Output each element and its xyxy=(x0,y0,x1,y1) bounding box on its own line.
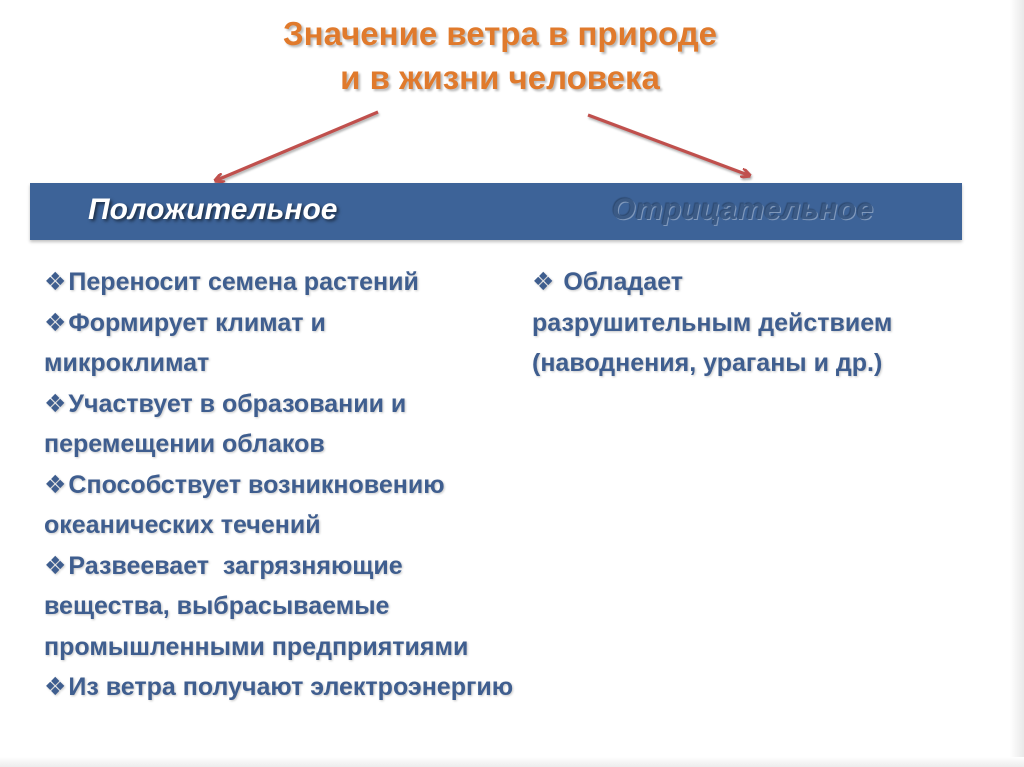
diamond-bullet-icon: ❖ xyxy=(44,470,67,499)
diamond-bullet-icon: ❖ xyxy=(44,551,67,580)
list-item xyxy=(44,465,624,546)
list-item-text: перемещении облаков xyxy=(44,430,325,458)
arrow-left xyxy=(217,112,378,180)
negative-list xyxy=(532,262,972,384)
diamond-bullet-icon: ❖ xyxy=(532,268,555,296)
list-item-text: Способствует возникновению xyxy=(68,470,445,499)
list-item-text: промышленными предприятиями xyxy=(44,632,469,661)
slide-title xyxy=(0,12,1000,100)
diamond-bullet-icon: ❖ xyxy=(44,389,67,418)
diamond-bullet-icon: ❖ xyxy=(44,308,67,337)
slide-bottom-shadow xyxy=(0,757,1024,767)
list-item xyxy=(44,667,624,708)
list-item-text: (наводнения, ураганы и др.) xyxy=(532,349,883,377)
list-item-text: Развеевает загрязняющие xyxy=(68,551,403,580)
title-line-1: Значение ветра в природе xyxy=(282,15,717,52)
slide-edge-shadow xyxy=(1010,0,1024,767)
header-band xyxy=(30,183,962,240)
list-item-text: Обладает xyxy=(556,268,684,296)
list-item-text: Участвует в образовании и xyxy=(68,389,407,418)
list-item-text: Формирует климат и xyxy=(68,308,326,337)
list-item-text: океанических течений xyxy=(44,511,321,539)
diamond-bullet-icon: ❖ xyxy=(44,673,67,701)
list-item-text: Из ветра получают электроэнергию xyxy=(68,673,514,701)
list-item-text: вещества, выбрасываемые xyxy=(44,592,390,620)
positive-heading: Положительное xyxy=(88,193,338,226)
list-item-text: микроклимат xyxy=(44,349,210,377)
list-item xyxy=(532,262,972,384)
list-item xyxy=(44,546,624,668)
list-item-text: Переносит семена растений xyxy=(68,268,419,296)
list-item-text: разрушительным действием xyxy=(532,308,893,337)
list-item xyxy=(44,384,624,465)
arrow-right xyxy=(588,115,748,175)
negative-heading: Отрицательное xyxy=(612,193,874,226)
title-line-2: и в жизни человека xyxy=(340,59,660,96)
diamond-bullet-icon: ❖ xyxy=(44,268,67,296)
